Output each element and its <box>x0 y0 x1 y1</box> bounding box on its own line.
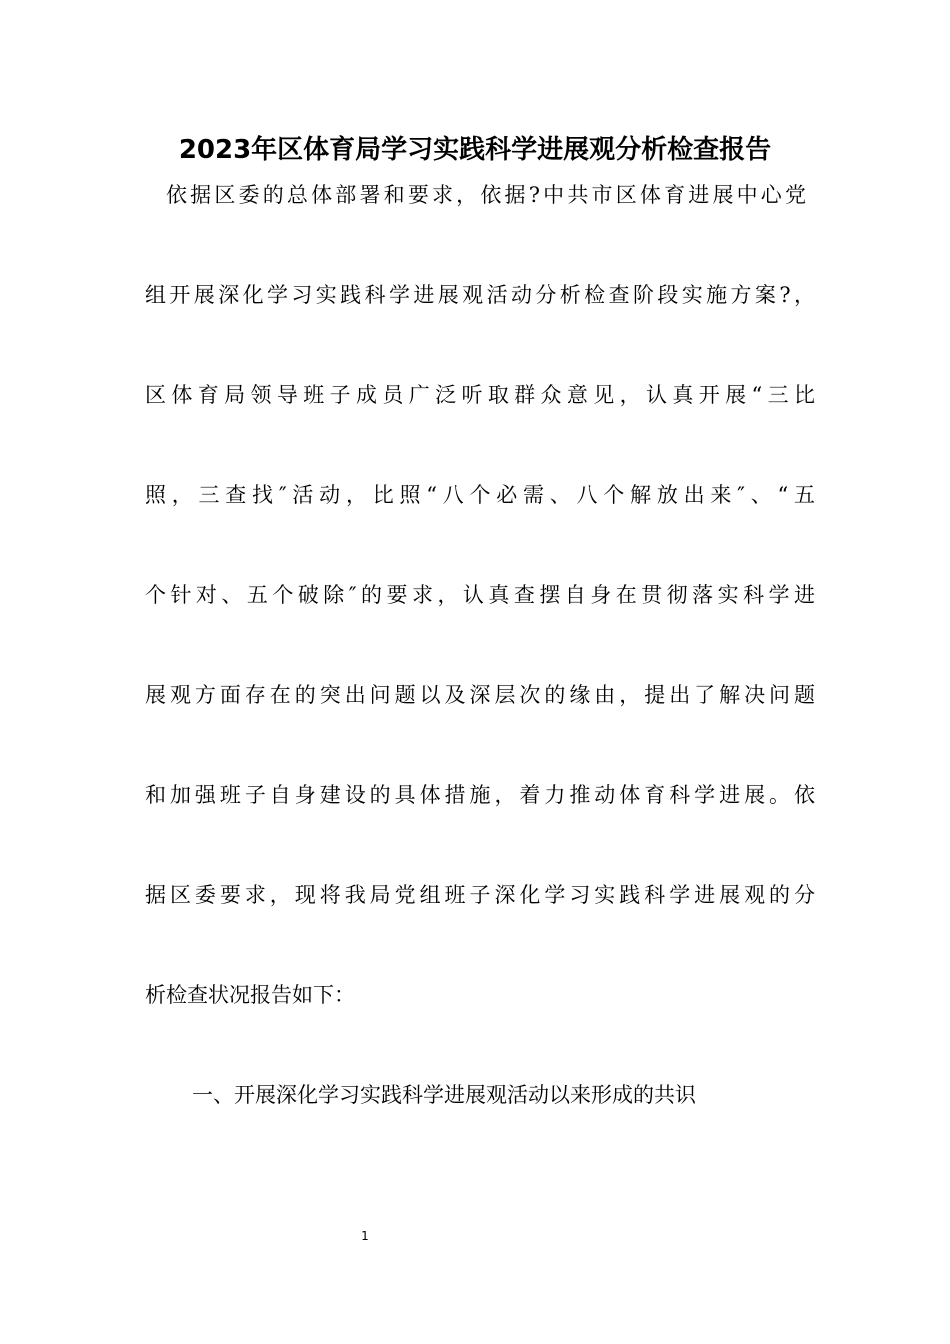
body-line: 个针对、五个破除″的要求，认真查摆自身在贯彻落实科学进 <box>145 583 815 607</box>
body-line: 展观方面存在的突出问题以及深层次的缘由，提出了解决问题 <box>145 683 815 707</box>
body-line: 组开展深化学习实践科学进展观活动分析检查阶段实施方案?， <box>145 283 815 307</box>
section-heading: 一、开展深化学习实践科学进展观活动以来形成的共识 <box>192 1083 696 1107</box>
document-title: 2023年区体育局学习实践科学进展观分析检查报告 <box>178 135 772 165</box>
body-line: 区体育局领导班子成员广泛听取群众意见，认真开展“三比 <box>145 383 815 407</box>
body-line: 析检查状况报告如下： <box>145 983 355 1007</box>
body-line: 和加强班子自身建设的具体措施，着力推动体育科学进展。依 <box>145 783 815 807</box>
body-line: 依据区委的总体部署和要求，依据?中共市区体育进展中心党 <box>166 183 806 207</box>
body-line: 据区委要求，现将我局党组班子深化学习实践科学进展观的分 <box>145 883 815 907</box>
page-number: 1 <box>361 1229 369 1243</box>
body-line: 照，三查找″活动，比照“八个必需、八个解放出来″、“五 <box>145 483 815 507</box>
